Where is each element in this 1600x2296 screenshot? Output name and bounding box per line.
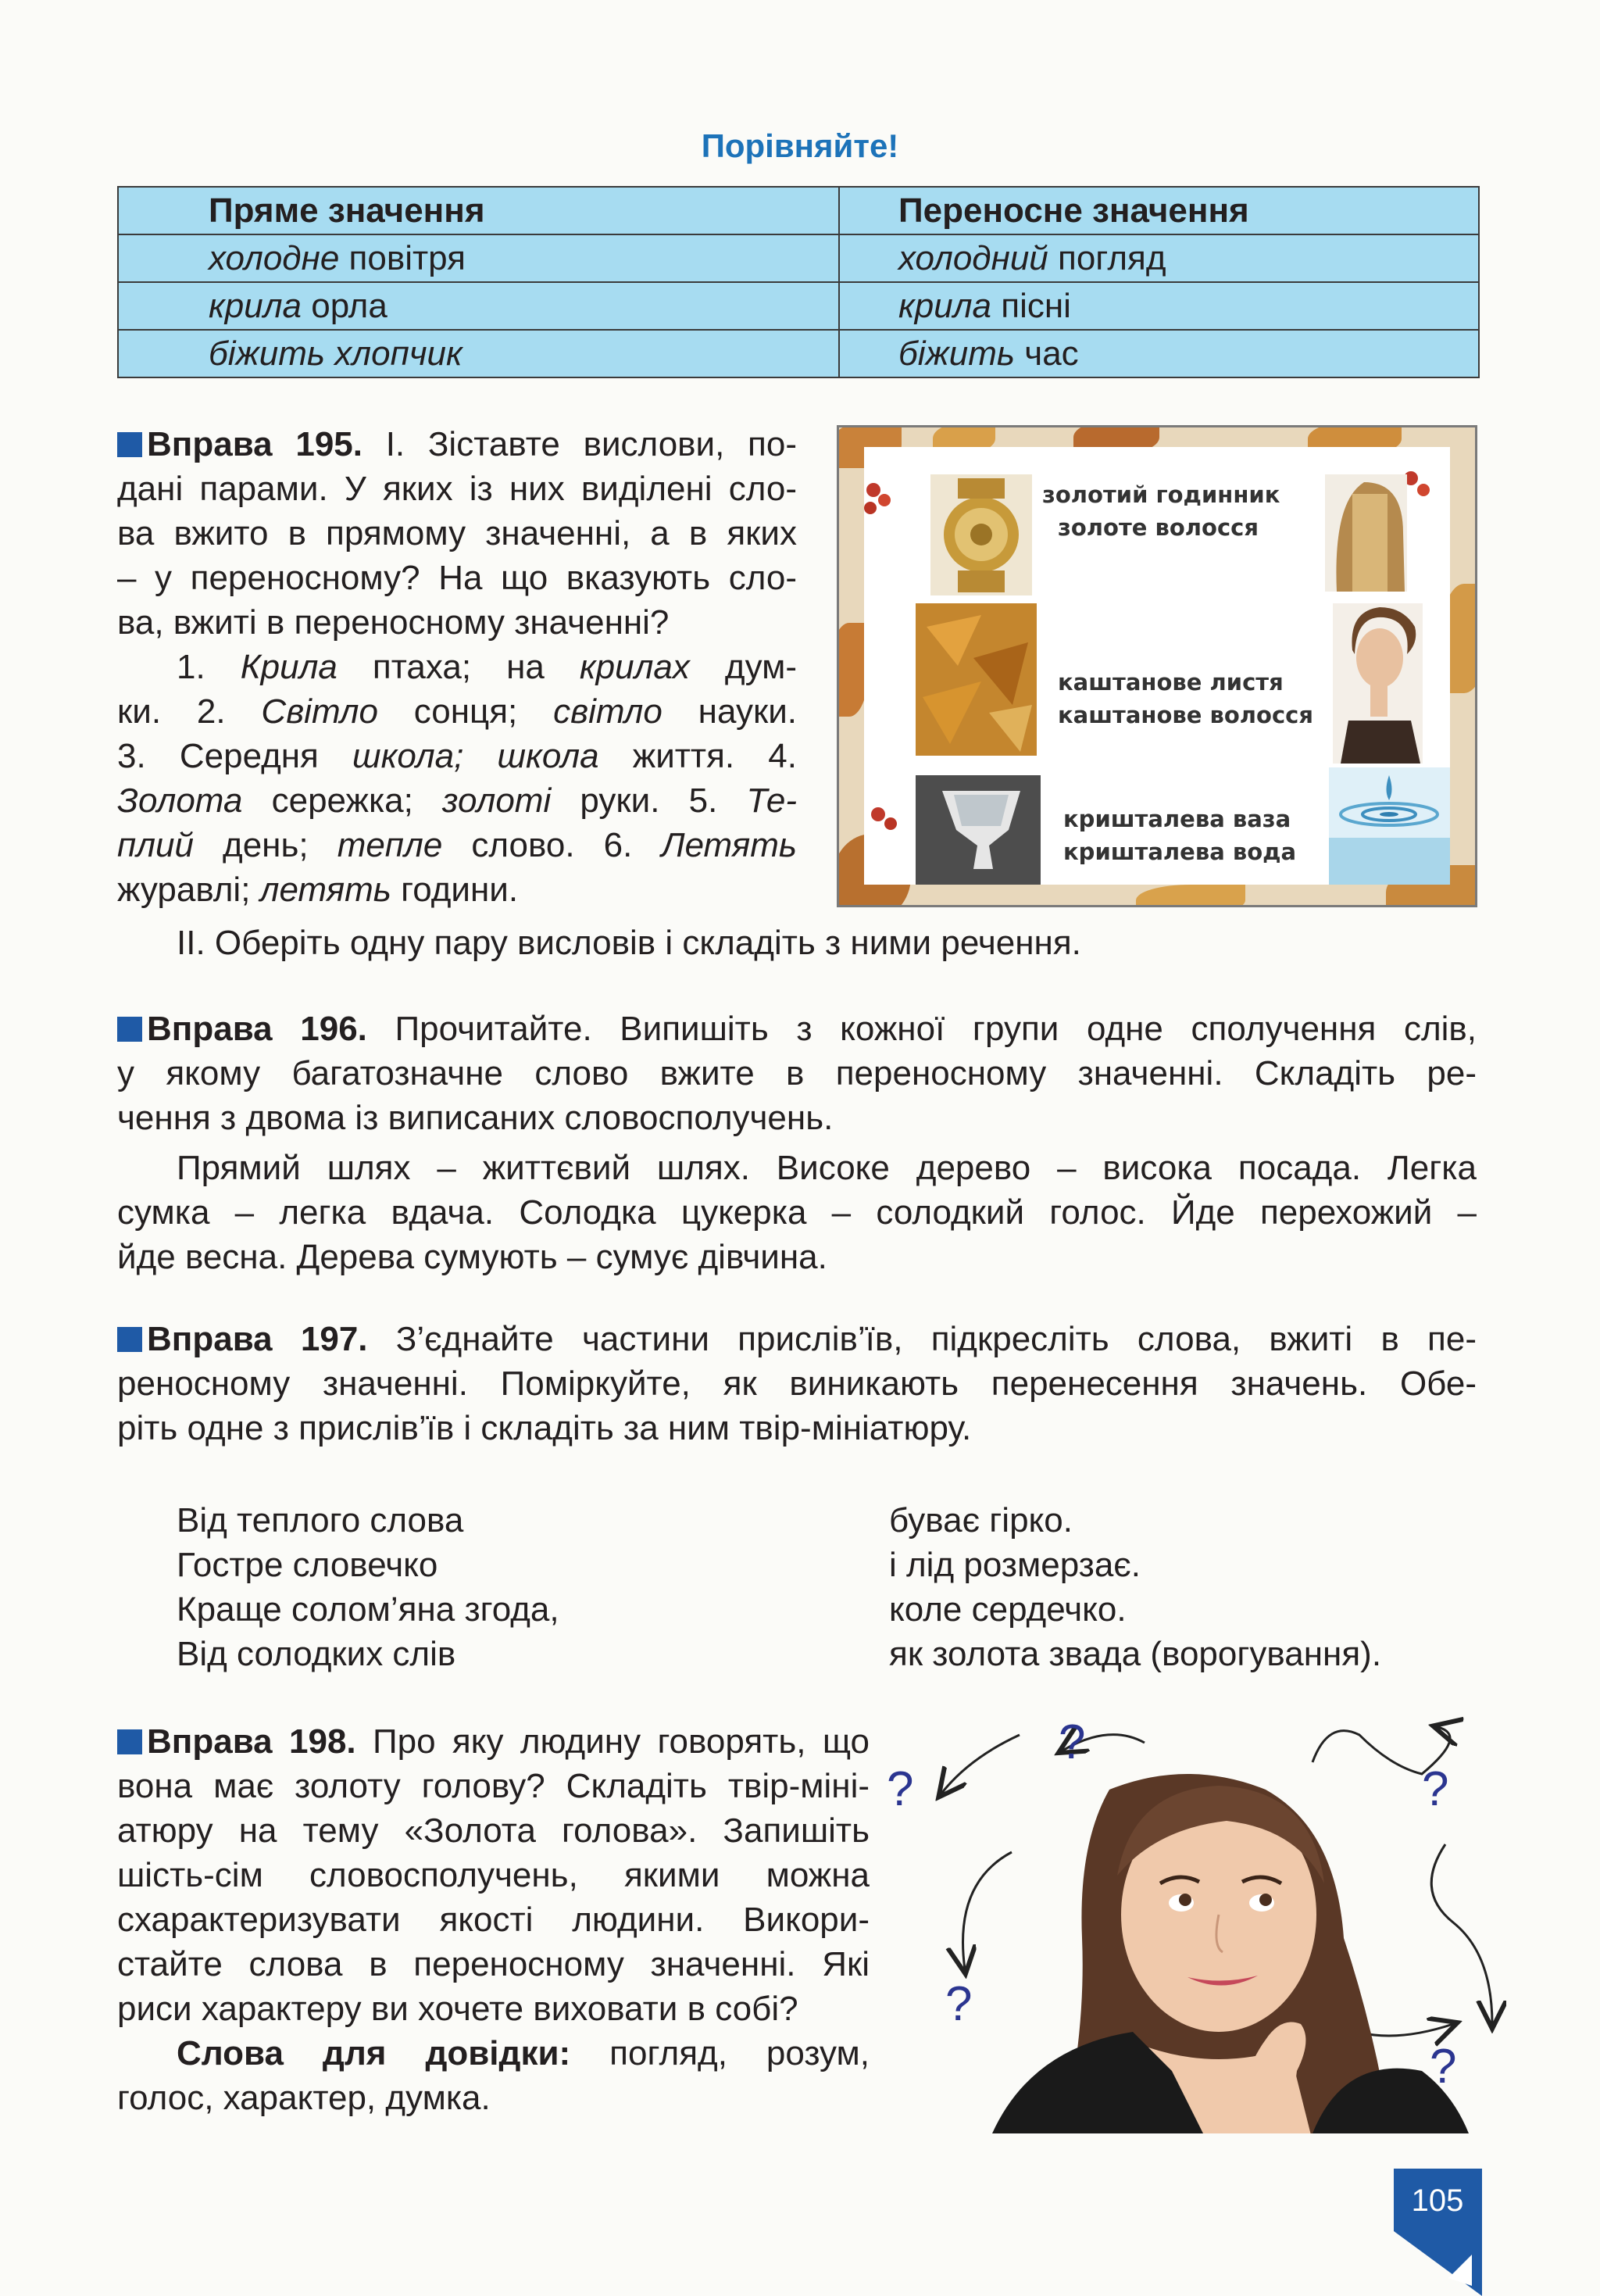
ex196-line: Вправа 196. Прочитайте. Випишіть з кожної групи одне сполучення слів, [117,1007,1477,1051]
label-crystal-water: кришталева вода [1063,839,1297,865]
ex195-line: ва вжито в прямому значенні, а в яких [117,514,797,553]
ex196-line: сумка – легка вдача. Солодка цукерка – солодкий голос. Йде перехожий – [117,1193,1477,1232]
ex197-line: Вправа 197. З’єднайте частини прислів’їв, підкресліть слова, вжиті в пе- [117,1317,1477,1361]
ex198-reference: Слова для довідки: погляд, розум, [177,2034,870,2072]
cell-figurative: крила пісні [839,282,1479,330]
question-mark: ? [1422,1762,1449,1816]
ex195-line: дані парами. У яких із них виділені сло- [117,470,797,508]
thinking-girl-illustration [875,1704,1516,2133]
table-header-row [118,187,1479,234]
label-golden-hair: золоте волосся [1058,514,1259,541]
table-row [118,330,1479,377]
ex195-line: Вправа 195. I. Зіставте вислови, по- [117,422,797,467]
ex195-part2: II. Оберіть одну пару висловів і складіть з ними речення. [177,924,1081,962]
table-row [118,234,1479,282]
ex196-line: йде весна. Дерева сумують – сумує дівчина. [117,1238,827,1276]
label-chestnut-leaves: каштанове листя [1058,669,1284,696]
cell-figurative: біжить час [839,330,1479,377]
proverb-start: Гостре словечко [177,1546,438,1584]
proverb-end: і лід розмерзає. [889,1546,1141,1584]
compare-heading: Порівняйте! [701,127,899,164]
proverb-end: коле сердечко. [889,1590,1127,1629]
bullet-square-icon [117,1327,142,1352]
ex195-item-line: ки. 2. Світло сонця; світло науки. [117,692,797,731]
ex195-item-line: 3. Середня школа; школа життя. 4. [117,737,797,775]
proverb-end: буває гірко. [889,1501,1073,1540]
ex198-line: атюру на тему «Золота голова». Запишіть [117,1811,870,1850]
ex198-title: Вправа 198. [147,1722,356,1761]
ex196-line: Прямий шлях – життєвий шлях. Високе дерево – висока посада. Легка [177,1149,1477,1187]
ex195-item-line: плий день; тепле слово. 6. Летять [117,826,797,864]
header-direct: Пряме значення [118,187,839,234]
proverb-start: Краще солом’яна згода, [177,1590,559,1629]
ex198-line: риси характеру ви хочете виховати в собі? [117,1990,798,2028]
comparison-table [117,186,1480,378]
bullet-square-icon [117,1017,142,1042]
cell-direct: крила орла [118,282,839,330]
ex195-item-line: журавлі; летять години. [117,871,519,909]
question-mark: ? [945,1977,973,2031]
ex198-line: Вправа 198. Про яку людину говорять, що [117,1719,870,1764]
ex198-line: схарактеризувати якості людини. Викори- [117,1901,870,1939]
ex198-line: стайте слова в переносному значенні. Які [117,1945,870,1983]
label-golden-watch: золотий годинник [1042,481,1280,508]
label-crystal-vase: кришталева ваза [1063,806,1291,832]
ex197-line: ріть одне з прислів’їв і складіть за ним твір-мініатюру. [117,1409,972,1447]
proverb-start: Від солодких слів [177,1635,456,1673]
question-mark: ? [1059,1715,1086,1769]
ex196-line: у якому багатозначне слово вжите в переносному значенні. Складіть ре- [117,1054,1477,1093]
bullet-square-icon [117,432,142,457]
cell-figurative: холодний погляд [839,234,1479,282]
ex196-line: чення з двома із виписаних словосполучень. [117,1099,834,1137]
ex198-line: шість-сім словосполучень, якими можна [117,1856,870,1894]
question-mark: ? [1430,2040,1457,2094]
page-number-flag [1394,2169,1482,2296]
ex196-title: Вправа 196. [147,1010,367,1048]
illustration-panel [864,447,1450,885]
ex195-line: ва, вжиті в переносному значенні? [117,603,670,642]
cell-direct: біжить хлопчик [118,330,839,377]
ex198-reference: голос, характер, думка. [117,2079,491,2117]
question-mark: ? [887,1762,914,1816]
ex198-line: вона має золоту голову? Складіть твір-міні- [117,1767,870,1805]
cell-direct: холодне повітря [118,234,839,282]
reference-label: Слова для довідки: [177,2034,571,2072]
ex197-title: Вправа 197. [147,1320,368,1358]
label-chestnut-hair: каштанове волосся [1058,702,1313,728]
proverb-end: як золота звада (ворогування). [889,1635,1382,1673]
ex195-line: – у переносному? На що вказують сло- [117,559,797,597]
header-figurative: Переносне значення [839,187,1479,234]
proverb-start: Від теплого слова [177,1501,464,1540]
table-row [118,282,1479,330]
bullet-square-icon [117,1729,142,1754]
ex195-illustration [837,425,1477,907]
ex195-item-line: Золота сережка; золоті руки. 5. Те- [117,781,798,820]
ex197-line: реносному значенні. Поміркуйте, як виникають перенесення значень. Обе- [117,1364,1477,1403]
ex195-item-line: 1. Крила птаха; на крилах дум- [177,648,797,686]
page-number: 105 [1411,2183,1464,2218]
ex195-title: Вправа 195. [147,425,362,463]
